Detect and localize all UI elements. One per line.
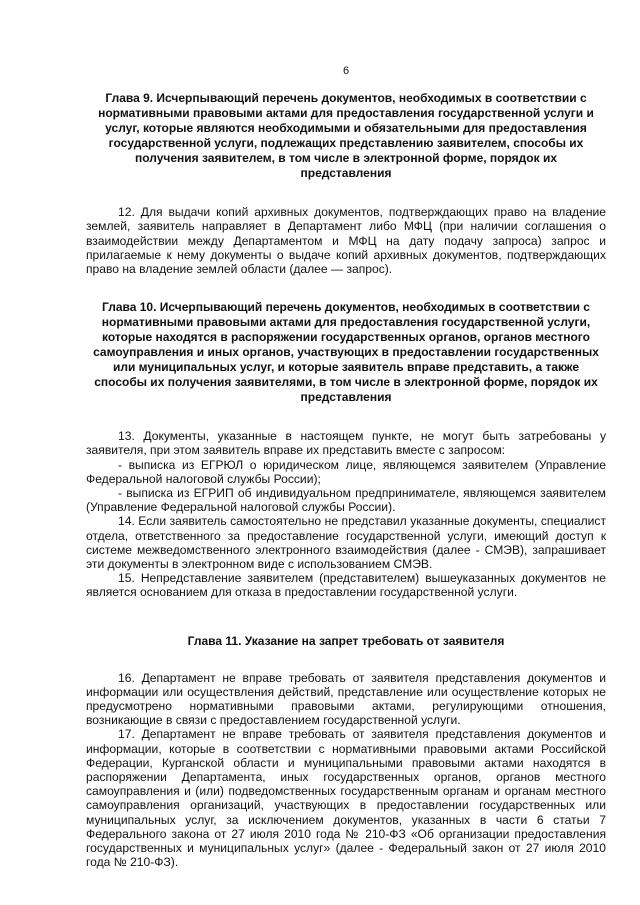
paragraph-16: 16. Департамент не вправе требовать от заявителя представления документов и информации или осуществления действий, представление или осуществление которых не предусмотрено нормативными правовыми актами, регулирующими отношения, возникающие в связи с предоставлением государственной услуги. [86, 670, 606, 728]
paragraph-14: 14. Если заявитель самостоятельно не представил указанные документы, специалист отдела, ответственного за предоставление государственной услуги, имеющий доступ к системе межведомственного электронного взаимодействия (далее - СМЭВ), запрашивает эти документы в электронном виде с использованием СМЭВ. [86, 514, 606, 572]
page-number: 6 [342, 65, 350, 77]
chapter-10-heading: Глава 10. Исчерпывающий перечень документов, необходимых в соответствии с нормативными правовыми актами для предоставления государственной услуги, которые находятся в распоряжении государственных органов, органов местного самоуправления и иных органов, участвующих в предоставлении государственных или муниципальных услуг, и которые заявитель вправе представить, а также способы их получения заявителями, в том числе в электронной форме, порядок их представления [93, 300, 599, 405]
chapter-9-heading: Глава 9. Исчерпывающий перечень документов, необходимых в соответствии с нормативными правовыми актами для предоставления государственной услуги и услуг, которые являются необходимыми и обязательными для предоставления государственной услуги, подлежащих представлению заявителем, способы их получения заявителем, в том числе в электронной форме, порядок их представления [98, 91, 594, 181]
list-item-egrip: - выписка из ЕГРИП об индивидуальном предпринимателе, являющемся заявителем (Управление Федеральной налоговой службы России). [86, 486, 606, 515]
paragraph-13: 13. Документы, указанные в настоящем пункте, не могут быть затребованы у заявителя, при этом заявитель вправе их представить вместе с запросом: [86, 429, 606, 458]
paragraph-17: 17. Департамент не вправе требовать от заявителя представления документов и информации, которые в соответствии с нормативными правовыми актами Российской Федерации, Курганской области и муниципальными правовыми актами находятся в распоряжении Департамента, иных государственных органов, органов местного самоуправления и (или) подведомственных государственным органам и органам местного самоуправления организаций, участвующих в предоставлении государственных или муниципальных услуг, за исключением документов, указанных в части 6 статьи 7 Федерального закона от 27 июля 2010 года № 210-ФЗ «Об организации предоставления государственных и муниципальных услуг» (далее - Федеральный закон от 27 июля 2010 года № 210-ФЗ). [86, 727, 606, 870]
chapter-11-heading: Глава 11. Указание на запрет требовать от заявителя [187, 633, 505, 648]
paragraph-12: 12. Для выдачи копий архивных документов, подтверждающих право на владение землей, заявитель направляет в Департамент либо МФЦ (при наличии соглашения о взаимодействии между Департаментом и МФЦ на дату подачу запроса) запрос и прилагаемые к нему документы о выдаче копий архивных документов, подтверждающих право на владение землей области (далее — запрос). [86, 205, 606, 277]
list-item-egrul: - выписка из ЕГРЮЛ о юридическом лице, являющемся заявителем (Управление Федеральной налоговой службы России); [86, 457, 606, 486]
paragraph-15: 15. Непредставление заявителем (представителем) вышеуказанных документов не является основанием для отказа в предоставлении государственной услуги. [86, 571, 606, 600]
